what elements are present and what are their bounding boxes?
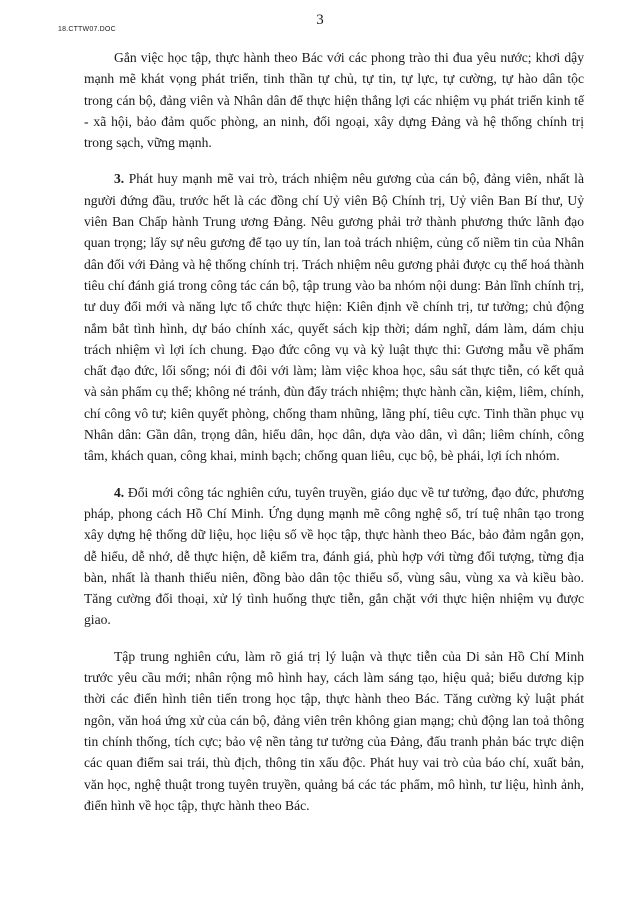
paragraph-item-3 — [84, 168, 584, 466]
body-text — [84, 47, 584, 831]
paragraph-continuation — [84, 646, 584, 816]
page-number: 3 — [316, 12, 324, 28]
paragraph-number: 4. — [114, 484, 125, 500]
paragraph-number: 3. — [114, 171, 125, 187]
paragraph-intro — [84, 47, 584, 153]
paragraph-text: Phát huy mạnh mẽ vai trò, trách nhiệm nêu gương của cán bộ, đảng viên, nhất là người đứng đầu, trước hết là các đồng chí Uỷ viên Bộ Chính trị, Uỷ viên Ban Bí thư, Uỷ viên Ban Chấp hành Trung ương Đảng. Nêu gương phải trở thành phương thức lãnh đạo quan trọng; lấy sự nêu gương để tạo uy tín, lan toả trách nhiệm, củng cố niềm tin của Nhân dân đối với Đảng và hệ thống chính trị. Trách nhiệm nêu gương phải được cụ thể hoá thành tiêu chí đánh giá trong công tác cán bộ, tập trung vào ba nhóm nội dung: Bản lĩnh chính trị, tư duy đổi mới và năng lực tổ chức thực hiện: Kiên định về chính trị, tư tưởng; chủ động nắm bắt tình hình, dự báo chính xác, quyết sách kịp thời; dám nghĩ, dám làm, dám chịu trách nhiệm vì lợi ích chung. Đạo đức công vụ và kỷ luật thực thi: Gương mẫu về phẩm chất đạo đức, lối sống; nói đi đôi với làm; làm việc khoa học, sâu sát thực tiễn, có kết quả và sản phẩm cụ thể; không né tránh, đùn đẩy trách nhiệm; thực hành cần, kiệm, liêm, chính, chí công vô tư; kiên quyết phòng, chống tham nhũng, lãng phí, tiêu cực. Tinh thần phục vụ Nhân dân: Gần dân, trọng dân, hiểu dân, học dân, dựa vào dân, vì dân; liêm chính, công tâm, khách quan, công khai, minh bạch; chống quan liêu, cục bộ, bè phái, lợi ích nhóm. — [84, 171, 584, 464]
paragraph-text: Đổi mới công tác nghiên cứu, tuyên truyền, giáo dục về tư tưởng, đạo đức, phương pháp, phong cách Hồ Chí Minh. Ứng dụng mạnh mẽ công nghệ số, trí tuệ nhân tạo trong xây dựng hệ thống dữ liệu, học liệu số về học tập, thực hành theo Bác, bảo đảm ngắn gọn, dễ hiểu, dễ nhớ, dễ thực hiện, dễ kiểm tra, đánh giá, phù hợp với từng đối tượng, từng địa bàn, nhất là thanh thiếu niên, đồng bào dân tộc thiểu số, vùng sâu, vùng xa và kiều bào. Tăng cường đối thoại, xử lý tình huống thực tiễn, gắn chặt với thực hiện nhiệm vụ được giao. — [84, 484, 584, 628]
document-code: 18.CTTW07.DOC — [58, 26, 116, 33]
paragraph-item-4 — [84, 482, 584, 631]
paragraph-text: Tập trung nghiên cứu, làm rõ giá trị lý luận và thực tiễn của Di sản Hồ Chí Minh trước yêu cầu mới; nhân rộng mô hình hay, cách làm sáng tạo, hiệu quả; biểu dương kịp thời các điển hình tiên tiến trong học tập, thực hành theo Bác. Tăng cường kỷ luật phát ngôn, văn hoá ứng xử của cán bộ, đảng viên trên không gian mạng; chủ động lan toả thông tin chính thống, tích cực; bảo vệ nền tảng tư tưởng của Đảng, đấu tranh phản bác trực diện các quan điểm sai trái, thù địch, thông tin xấu độc. Phát huy vai trò của báo chí, xuất bản, văn học, nghệ thuật trong tuyên truyền, quảng bá các tác phẩm, mô hình, tư liệu, hình ảnh, điển hình về học tập, thực hành theo Bác. — [84, 648, 584, 813]
paragraph-text: Gắn việc học tập, thực hành theo Bác với các phong trào thi đua yêu nước; khơi dậy mạnh mẽ khát vọng phát triển, tinh thần tự chủ, tự tin, tự lực, tự cường, tự hào dân tộc trong cán bộ, đảng viên và Nhân dân để thực hiện thắng lợi các nhiệm vụ phát triển kinh tế - xã hội, bảo đảm quốc phòng, an ninh, đối ngoại, xây dựng Đảng và hệ thống chính trị trong sạch, vững mạnh. — [84, 50, 584, 151]
